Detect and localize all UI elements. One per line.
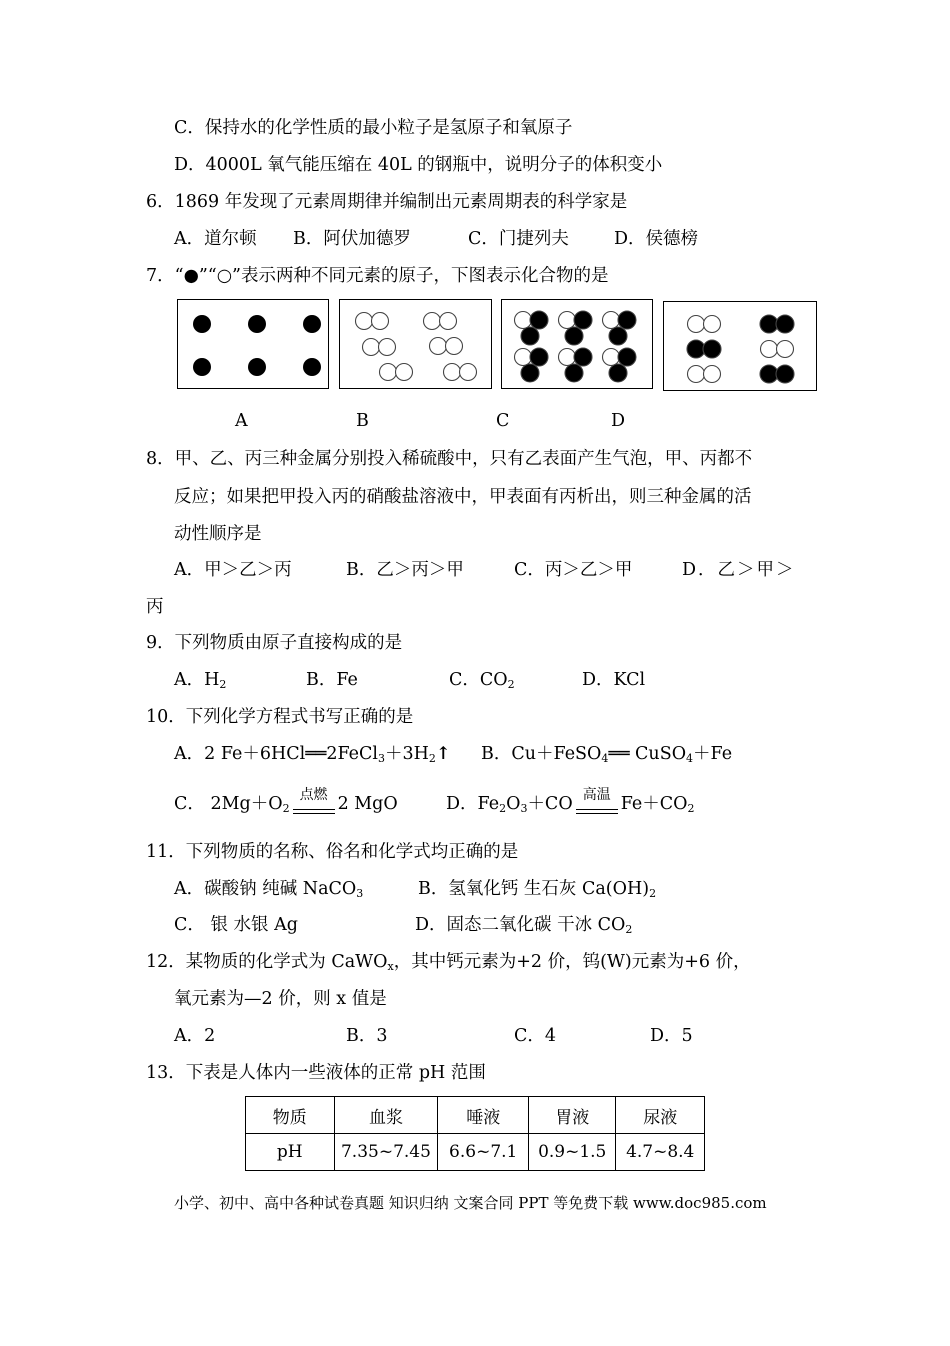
table-cell: 0.9~1.5 bbox=[529, 1134, 616, 1171]
table-header-cell: 尿液 bbox=[616, 1097, 705, 1134]
q8-stem-line1: 8．甲、乙、丙三种金属分别投入稀硫酸中，只有乙表面产生气泡，甲、丙都不 bbox=[146, 449, 753, 469]
q11-option-c: C． 银 水银 Ag bbox=[174, 915, 298, 935]
q6-option-c: C．门捷列夫 bbox=[468, 229, 569, 249]
diagram-box-d bbox=[663, 301, 817, 391]
diagram-label-b: B bbox=[356, 411, 369, 431]
q8-option-b: B．乙＞丙＞甲 bbox=[346, 560, 464, 580]
q10-stem: 10．下列化学方程式书写正确的是 bbox=[146, 707, 414, 727]
table-cell: 7.35~7.45 bbox=[334, 1134, 438, 1171]
q9-option-b: B．Fe bbox=[306, 670, 358, 690]
table-header-cell: 血浆 bbox=[334, 1097, 438, 1134]
q11-option-d: D．固态二氧化碳 干冰 $CO_2$ bbox=[415, 915, 633, 936]
table-header-cell: 物质 bbox=[246, 1097, 335, 1134]
q6-option-a: A．道尔顿 bbox=[174, 229, 257, 249]
q11-option-b: B．氢氧化钙 生石灰 $Ca(OH)_2$ bbox=[418, 879, 657, 900]
diagram-box-c bbox=[501, 299, 653, 389]
diagram-label-c: C bbox=[496, 411, 510, 431]
q8-option-d: D．乙＞甲＞ bbox=[682, 560, 796, 580]
condition-high-temp: 高温 bbox=[576, 795, 618, 815]
q12-option-c: C．4 bbox=[514, 1026, 557, 1046]
q8-stem-line3: 动性顺序是 bbox=[174, 524, 262, 544]
q10-option-c: C． $2Mg+O_2$ 点燃 2 MgO bbox=[174, 786, 398, 815]
q5-option-d: D．4000L 氧气能压缩在 40L 的钢瓶中，说明分子的体积变小 bbox=[174, 155, 663, 175]
q11-option-a: A．碳酸钠 纯碱 NaCO$_3$ bbox=[174, 879, 364, 900]
q13-stem: 13．下表是人体内一些液体的正常 pH 范围 bbox=[146, 1063, 486, 1083]
q6-option-d: D．侯德榜 bbox=[614, 229, 699, 249]
q9-option-d: D．KCl bbox=[582, 670, 646, 690]
q10-option-d: D．$Fe_2O_3+CO$ 高温 $Fe+CO_2$ bbox=[446, 786, 695, 815]
diagram-b-atoms bbox=[340, 300, 493, 390]
diagram-d-molecules bbox=[664, 302, 818, 392]
q9-option-c: C．$CO_2$ bbox=[449, 670, 515, 691]
diagram-box-b bbox=[339, 299, 492, 389]
q8-option-d-wrap: 丙 bbox=[146, 597, 164, 617]
diagram-box-a bbox=[177, 299, 329, 389]
q9-option-a: A．$H_2$ bbox=[174, 670, 227, 691]
q12-stem-line1: 12．某物质的化学式为 CaWO$_x$，其中钙元素为+2 价，钨(W)元素为+6 价， bbox=[146, 952, 751, 973]
q8-option-c: C．丙＞乙＞甲 bbox=[514, 560, 633, 580]
table-header-cell: 胃液 bbox=[529, 1097, 616, 1134]
q7-stem: 7．“●”“○”表示两种不同元素的原子，下图表示化合物的是 bbox=[146, 266, 609, 286]
q6-stem: 6．1869 年发现了元素周期律并编制出元素周期表的科学家是 bbox=[146, 192, 628, 212]
table-row bbox=[246, 1134, 705, 1171]
page-footer: 小学、初中、高中各种试卷真题 知识归纳 文案合同 PPT 等免费下载 www.doc985.com bbox=[174, 1194, 767, 1212]
q10-option-b: B．Cu＋FeSO$_4$══ CuSO$_4$＋Fe bbox=[481, 744, 733, 765]
table-header-cell: 唾液 bbox=[438, 1097, 529, 1134]
q5-option-c: C．保持水的化学性质的最小粒子是氢原子和氧原子 bbox=[174, 118, 573, 138]
q11-stem: 11．下列物质的名称、俗名和化学式均正确的是 bbox=[146, 842, 519, 862]
q10-option-a: A．2 $Fe+6HCl══2FeCl_3+3H_2↑$ bbox=[174, 744, 451, 765]
diagram-label-a: A bbox=[235, 411, 248, 431]
q8-stem-line2: 反应；如果把甲投入丙的硝酸盐溶液中，甲表面有丙析出，则三种金属的活 bbox=[174, 487, 752, 507]
table-cell: 4.7~8.4 bbox=[616, 1134, 705, 1171]
condition-ignite: 点燃 bbox=[293, 795, 335, 815]
q6-option-b: B．阿伏加德罗 bbox=[293, 229, 411, 249]
q9-stem: 9．下列物质由原子直接构成的是 bbox=[146, 633, 403, 653]
gas-arrow-icon: ↑ bbox=[435, 744, 451, 764]
q8-option-a: A．甲＞乙＞丙 bbox=[174, 560, 292, 580]
ph-table bbox=[245, 1096, 705, 1171]
q12-stem-line2: 氧元素为—2 价，则 x 值是 bbox=[174, 989, 387, 1009]
table-cell: pH bbox=[246, 1134, 335, 1171]
q12-option-a: A．2 bbox=[174, 1026, 216, 1046]
diagram-label-d: D bbox=[611, 411, 626, 431]
q12-option-b: B．3 bbox=[346, 1026, 388, 1046]
table-header-row bbox=[246, 1097, 705, 1134]
table-cell: 6.6~7.1 bbox=[438, 1134, 529, 1171]
diagram-a-atoms bbox=[178, 300, 330, 390]
q12-option-d: D．5 bbox=[650, 1026, 693, 1046]
diagram-c-molecules bbox=[502, 300, 654, 390]
